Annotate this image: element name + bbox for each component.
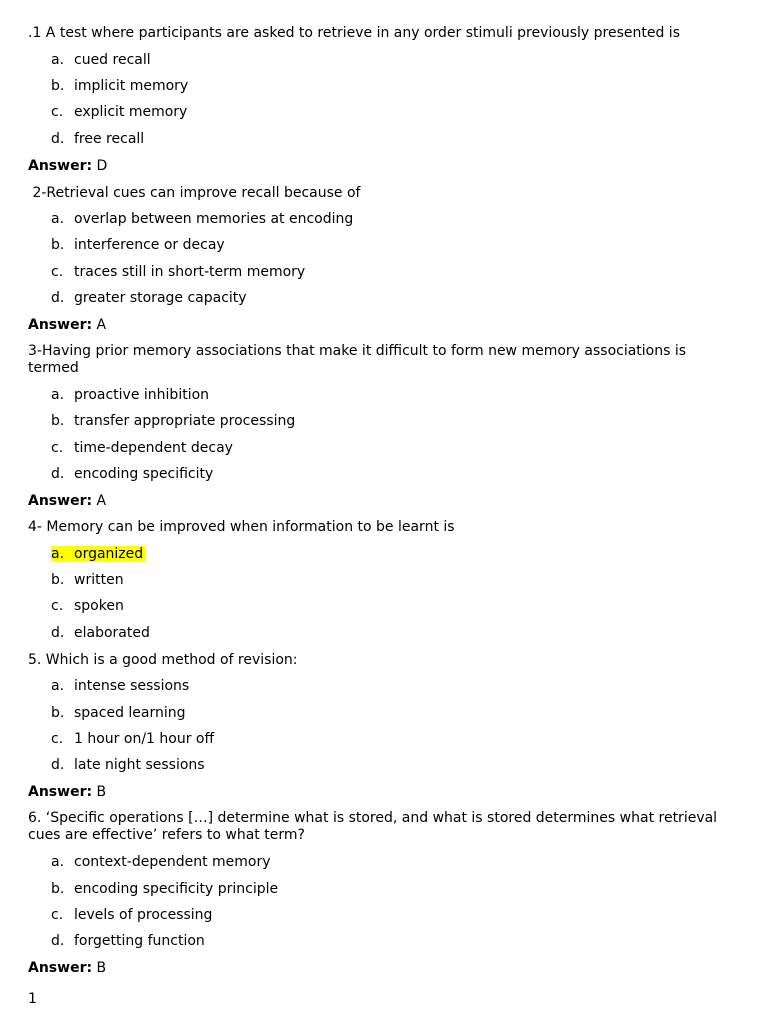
question-2-option-a: a. overlap between memories at encoding (51, 211, 354, 227)
question-5-option-c: c. 1 hour on/1 hour off (51, 731, 215, 747)
question-2-option-b: b. interference or decay (51, 237, 225, 253)
question-2-text: 2-Retrieval cues can improve recall because of (28, 185, 361, 201)
question-4-option-b: b. written (51, 572, 124, 588)
question-6-option-b: b. encoding specificity principle (51, 881, 279, 897)
question-3-option-b: b. transfer appropriate processing (51, 413, 296, 429)
highlighted-answer: a. organized (51, 546, 144, 562)
question-2-option-d: d. greater storage capacity (51, 290, 247, 306)
question-2-option-c: c. traces still in short-term memory (51, 264, 306, 280)
question-1-option-d: d. free recall (51, 131, 145, 147)
question-3-answer: Answer: A (28, 493, 107, 509)
question-6-option-a: a. context-dependent memory (51, 854, 271, 870)
question-5-option-a: a. intense sessions (51, 678, 190, 694)
question-4-option-c: c. spoken (51, 598, 124, 614)
question-1-option-c: c. explicit memory (51, 104, 188, 120)
question-1-text: .1 A test where participants are asked to retrieve in any order stimuli previously presented is (28, 25, 680, 41)
question-5-text: 5. Which is a good method of revision: (28, 652, 298, 668)
question-5-option-d: d. late night sessions (51, 757, 205, 773)
page-number: 1 (28, 991, 37, 1007)
question-3-text: 3-Having prior memory associations that make it difficult to form new memory associations is termed (28, 343, 687, 376)
question-5-answer: Answer: B (28, 784, 107, 800)
question-6-answer: Answer: B (28, 960, 107, 976)
question-3-option-d: d. encoding specificity (51, 466, 214, 482)
question-6-option-c: c. levels of processing (51, 907, 213, 923)
question-6-option-d: d. forgetting function (51, 933, 205, 949)
question-4-text: 4- Memory can be improved when information to be learnt is (28, 519, 455, 535)
question-6-text: 6. ‘Specific operations […] determine what is stored, and what is stored determines what retrieval cues are effective’ refers to what term? (28, 810, 718, 843)
question-2-answer: Answer: A (28, 317, 107, 333)
question-3-option-a: a. proactive inhibition (51, 387, 210, 403)
question-1-answer: Answer: D (28, 158, 108, 174)
question-4-option-d: d. elaborated (51, 625, 150, 641)
question-1-option-b: b. implicit memory (51, 78, 189, 94)
question-4-option-a (51, 546, 145, 563)
question-3-option-c: c. time-dependent decay (51, 440, 233, 456)
question-1-option-a: a. cued recall (51, 52, 151, 68)
question-5-option-b: b. spaced learning (51, 705, 186, 721)
